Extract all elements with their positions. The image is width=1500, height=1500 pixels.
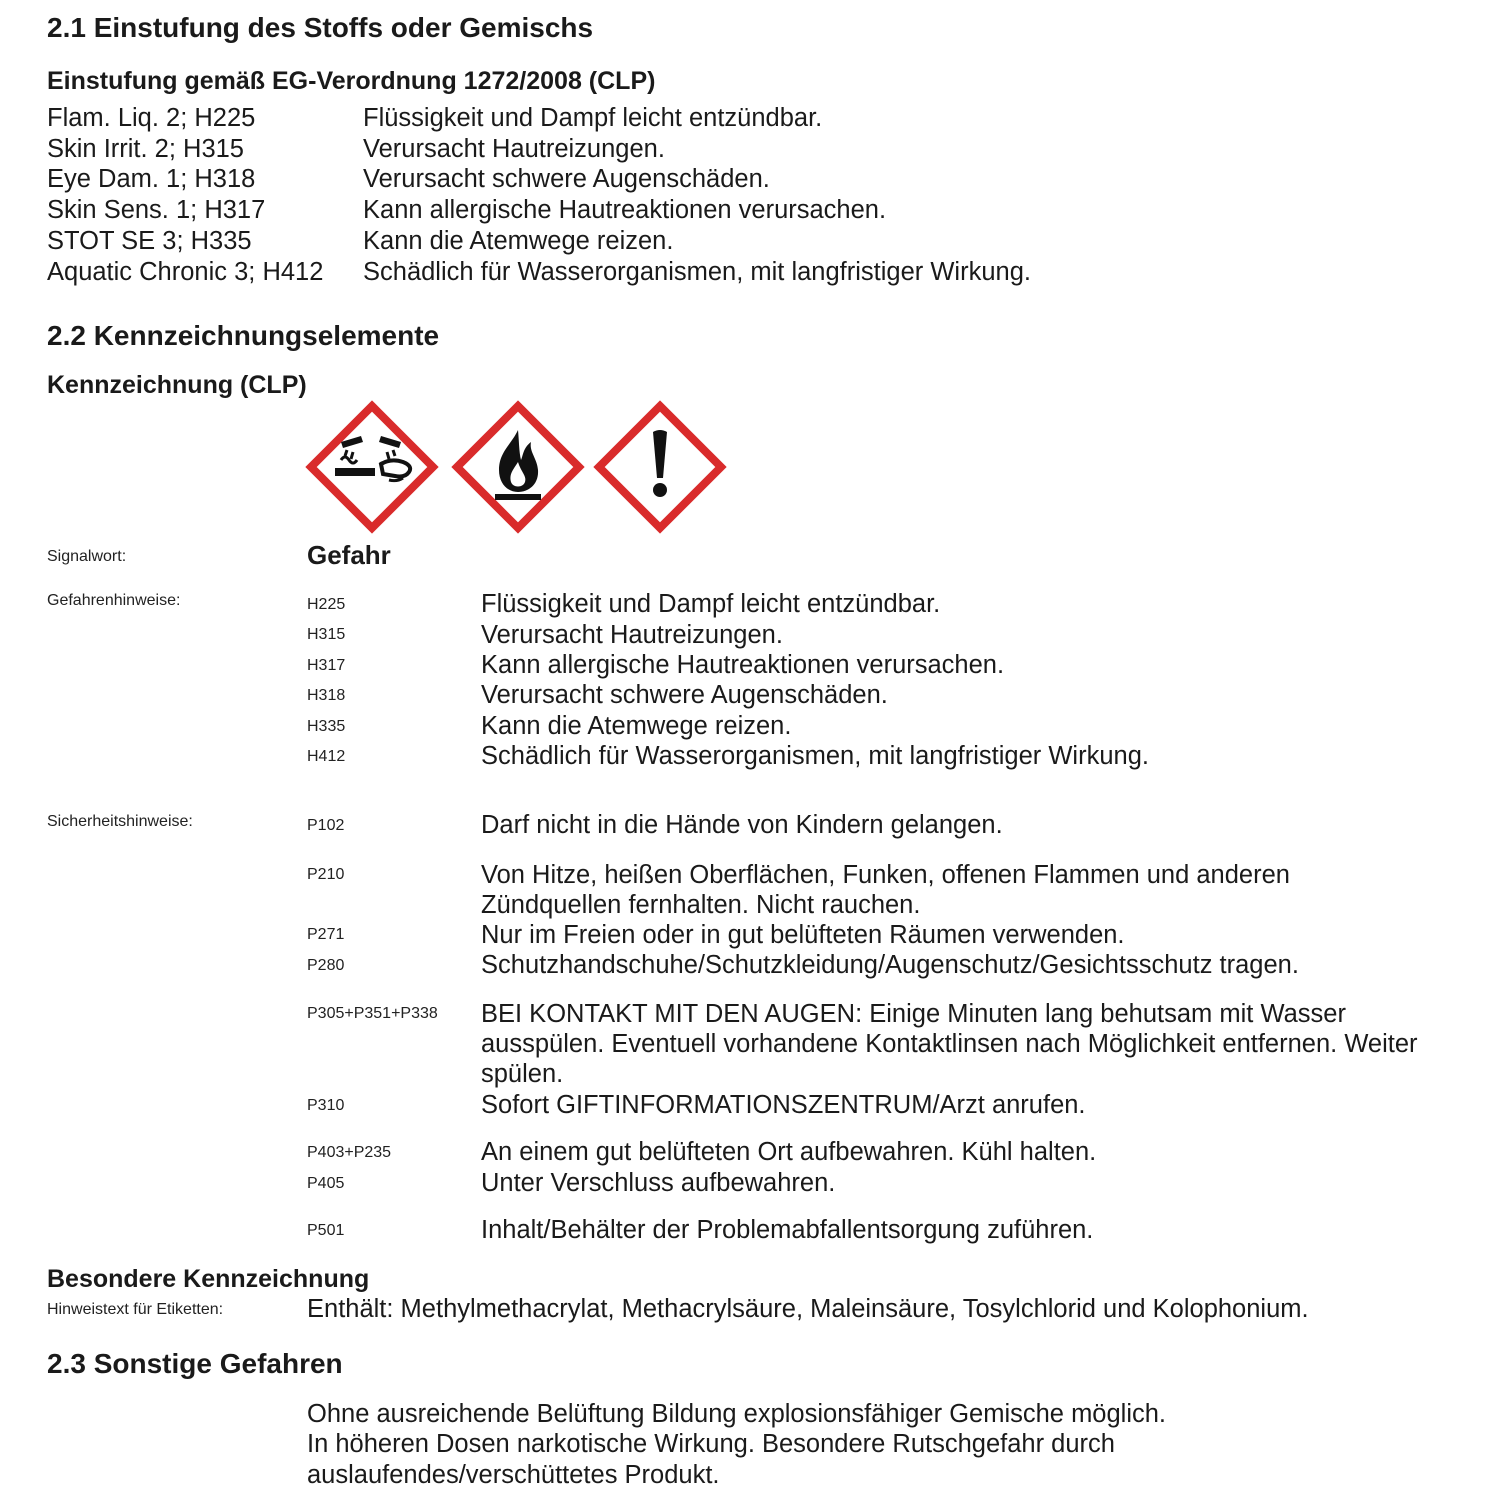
signal-word-label: Signalwort: [47,548,127,565]
classification-code: Flam. Liq. 2; H225 [47,104,256,132]
classification-text: Verursacht Hautreizungen. [363,135,665,163]
hazard-code: H315 [307,626,346,643]
precaution-text: BEI KONTAKT MIT DEN AUGEN: Einige Minuten lang behutsam mit Wasser ausspülen. Eventuell vorhandene Kontaktlinsen nach Möglichkeit entfernen. Weiter spülen. [481,1000,1418,1088]
section-2-2-heading: 2.2 Kennzeichnungselemente [47,320,440,351]
other-hazards-line: In höheren Dosen narkotische Wirkung. Besondere Rutschgefahr durch [307,1430,1115,1458]
other-hazards-line: Ohne ausreichende Belüftung Bildung explosionsfähiger Gemische möglich. [307,1400,1167,1428]
other-hazards-line: auslaufendes/verschüttetes Produkt. [307,1461,720,1489]
precaution-text: Unter Verschluss aufbewahren. [481,1169,836,1197]
corrosion-icon [305,400,439,534]
precaution-text: Sofort GIFTINFORMATIONSZENTRUM/Arzt anrufen. [481,1091,1086,1119]
classification-code: Skin Sens. 1; H317 [47,196,266,224]
label-text: Enthält: Methylmethacrylat, Methacrylsäure, Maleinsäure, Tosylchlorid und Kolophonium. [307,1295,1309,1323]
precaution-code: P310 [307,1097,345,1114]
hazard-text: Kann die Atemwege reizen. [481,712,792,740]
precaution-text: Schutzhandschuhe/Schutzkleidung/Augenschutz/Gesichtsschutz tragen. [481,951,1299,979]
precaution-text: Nur im Freien oder in gut belüfteten Räumen verwenden. [481,921,1125,949]
precaution-text: Inhalt/Behälter der Problemabfallentsorgung zuführen. [481,1216,1094,1244]
flame-icon [451,400,585,534]
signal-word: Gefahr [307,540,391,570]
classification-subheading: Einstufung gemäß EG-Verordnung 1272/2008 (CLP) [47,67,656,95]
precaution-code: P280 [307,957,345,974]
classification-text: Kann die Atemwege reizen. [363,227,674,255]
classification-text: Verursacht schwere Augenschäden. [363,165,770,193]
precautionary-statements-label: Sicherheitshinweise: [47,813,193,830]
classification-code: Eye Dam. 1; H318 [47,165,256,193]
hazard-code: H317 [307,657,346,674]
hazard-text: Verursacht Hautreizungen. [481,621,783,649]
precaution-code: P405 [307,1175,345,1192]
classification-code: STOT SE 3; H335 [47,227,252,255]
classification-text: Schädlich für Wasserorganismen, mit langfristiger Wirkung. [363,258,1031,286]
precaution-text: An einem gut belüfteten Ort aufbewahren. Kühl halten. [481,1138,1097,1166]
hazard-text: Schädlich für Wasserorganismen, mit langfristiger Wirkung. [481,742,1149,770]
classification-text: Flüssigkeit und Dampf leicht entzündbar. [363,104,823,132]
section-2-3-heading: 2.3 Sonstige Gefahren [47,1348,343,1379]
precaution-code: P210 [307,866,345,883]
hazard-text: Verursacht schwere Augenschäden. [481,681,888,709]
hazard-text: Kann allergische Hautreaktionen verursachen. [481,651,1005,679]
labelling-subheading: Kennzeichnung (CLP) [47,371,307,399]
label-text-label: Hinweistext für Etiketten: [47,1301,224,1318]
hazard-statements-label: Gefahrenhinweise: [47,592,181,609]
hazard-text: Flüssigkeit und Dampf leicht entzündbar. [481,590,941,618]
hazard-code: H225 [307,596,346,613]
exclamation-mark-icon [593,400,727,534]
precaution-text: Von Hitze, heißen Oberflächen, Funken, offenen Flammen und anderen Zündquellen fernhalten. Nicht rauchen. [481,861,1290,919]
precaution-code: P403+P235 [307,1144,392,1161]
classification-text: Kann allergische Hautreaktionen verursachen. [363,196,887,224]
hazard-code: H412 [307,748,346,765]
precaution-text: Darf nicht in die Hände von Kindern gelangen. [481,811,1003,839]
special-labelling-heading: Besondere Kennzeichnung [47,1265,370,1293]
classification-code: Aquatic Chronic 3; H412 [47,258,324,286]
hazard-code: H318 [307,687,346,704]
precaution-code: P501 [307,1222,345,1239]
classification-code: Skin Irrit. 2; H315 [47,135,244,163]
precaution-code: P305+P351+P338 [307,1005,438,1022]
precaution-code: P102 [307,817,345,834]
hazard-code: H335 [307,718,346,735]
section-2-1-heading: 2.1 Einstufung des Stoffs oder Gemischs [47,12,594,43]
precaution-code: P271 [307,926,345,943]
